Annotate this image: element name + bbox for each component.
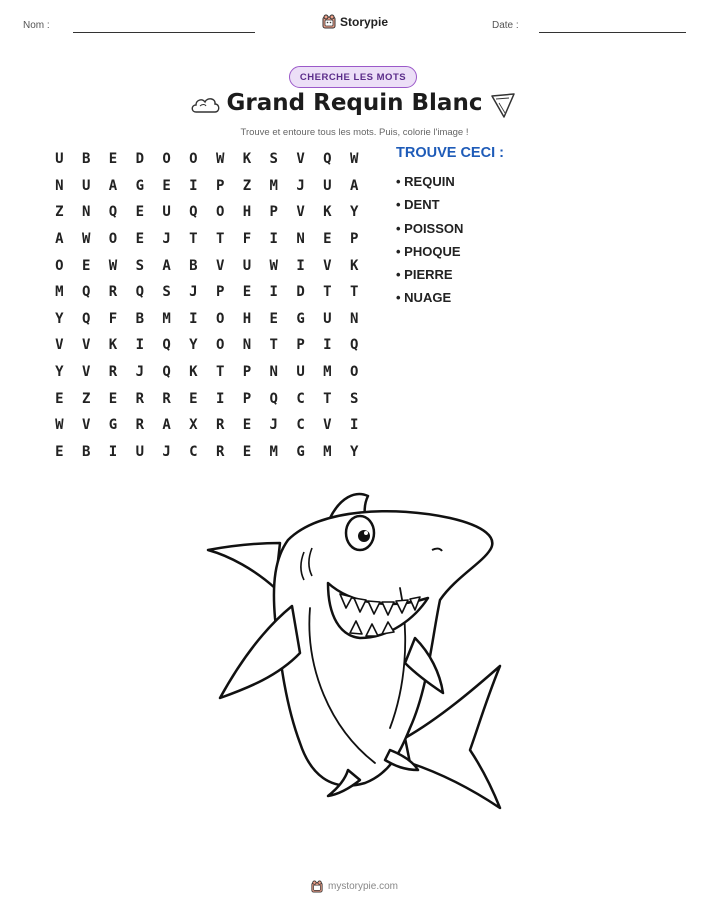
grid-cell: O	[162, 151, 171, 168]
grid-cell: I	[269, 284, 278, 301]
grid-cell: Y	[55, 310, 64, 327]
grid-cell: A	[162, 257, 171, 274]
grid-cell: V	[55, 337, 64, 354]
grid-cell: K	[349, 257, 359, 274]
grid-cell: V	[323, 257, 332, 274]
grid-cell: D	[296, 284, 305, 301]
grid-cell: E	[108, 151, 118, 168]
grid-cell: E	[323, 231, 332, 248]
grid-cell: S	[162, 284, 171, 301]
grid-cell: E	[55, 390, 64, 407]
grid-cell: E	[81, 257, 91, 274]
word-item: • PHOQUE	[396, 243, 461, 259]
grid-cell: S	[135, 257, 144, 274]
grid-cell: I	[215, 390, 225, 407]
grid-cell: B	[81, 443, 91, 460]
grid-cell: Q	[162, 337, 171, 354]
grid-cell: B	[189, 257, 198, 274]
grid-cell: E	[108, 390, 118, 407]
grid-cell: O	[189, 151, 198, 168]
word-item: • DENT	[396, 197, 440, 213]
grid-cell: R	[215, 443, 225, 460]
footer	[0, 880, 709, 893]
shark-illustration	[200, 488, 510, 818]
grid-cell: G	[296, 443, 305, 460]
grid-cell: E	[55, 443, 64, 460]
grid-cell: E	[189, 390, 198, 407]
grid-cell: P	[215, 284, 225, 301]
grid-cell: R	[162, 390, 171, 407]
grid-cell: M	[323, 364, 332, 381]
grid-cell: R	[135, 390, 144, 407]
grid-cell: Y	[349, 204, 359, 221]
word-item: • PIERRE	[396, 267, 453, 283]
page-title: Grand Requin Blanc	[226, 90, 483, 116]
grid-cell: K	[242, 151, 252, 168]
grid-cell: U	[162, 204, 171, 221]
name-line	[73, 32, 255, 33]
grid-cell: A	[55, 231, 64, 248]
grid-cell: P	[296, 337, 305, 354]
grid-cell: I	[135, 337, 144, 354]
date-label: Date :	[492, 20, 519, 31]
grid-cell: Q	[81, 284, 91, 301]
grid-cell: I	[189, 177, 198, 194]
grid-cell: J	[189, 284, 198, 301]
grid-cell: V	[296, 204, 305, 221]
word-item: • POISSON	[396, 220, 464, 236]
grid-cell: J	[135, 364, 144, 381]
grid-cell: M	[323, 443, 332, 460]
grid-cell: F	[242, 231, 252, 248]
grid-cell: E	[269, 310, 278, 327]
grid-cell: E	[242, 284, 252, 301]
grid-cell: W	[349, 151, 359, 168]
grid-cell: H	[242, 310, 252, 327]
grid-cell: I	[108, 443, 118, 460]
grid-cell: Y	[55, 364, 64, 381]
grid-cell: T	[323, 390, 332, 407]
grid-cell: V	[81, 364, 91, 381]
word-list	[396, 170, 463, 310]
grid-cell: A	[162, 417, 171, 434]
grid-cell: Z	[242, 177, 252, 194]
grid-cell: Q	[189, 204, 198, 221]
grid-cell: T	[215, 231, 225, 248]
grid-cell: A	[108, 177, 118, 194]
grid-cell: E	[162, 177, 171, 194]
grid-cell: O	[215, 204, 225, 221]
grid-cell: W	[55, 417, 64, 434]
grid-cell: U	[242, 257, 252, 274]
grid-cell: T	[215, 364, 225, 381]
grid-cell: C	[296, 417, 305, 434]
grid-cell: R	[108, 364, 118, 381]
grid-cell: N	[55, 177, 64, 194]
category-badge: CHERCHE LES MOTS	[289, 66, 417, 88]
word-search-grid	[46, 146, 368, 465]
brand	[322, 14, 388, 29]
grid-cell: M	[269, 443, 278, 460]
grid-cell: G	[135, 177, 144, 194]
grid-cell: U	[323, 310, 332, 327]
grid-cell: U	[296, 364, 305, 381]
grid-cell: Z	[81, 390, 91, 407]
grid-cell: V	[81, 337, 91, 354]
grid-cell: T	[269, 337, 278, 354]
grid-cell: J	[296, 177, 305, 194]
storypie-logo-icon	[322, 14, 336, 29]
grid-cell: J	[162, 443, 171, 460]
grid-cell: P	[215, 177, 225, 194]
grid-cell: I	[349, 417, 359, 434]
date-line	[539, 32, 686, 33]
grid-cell: T	[349, 284, 359, 301]
grid-cell: M	[55, 284, 64, 301]
grid-cell: Z	[55, 204, 64, 221]
grid-cell: I	[269, 231, 278, 248]
grid-cell: T	[189, 231, 198, 248]
instructions: Trouve et entoure tous les mots. Puis, colorie l'image !	[240, 127, 469, 138]
grid-cell: O	[55, 257, 64, 274]
grid-cell: V	[81, 417, 91, 434]
grid-cell: S	[349, 390, 359, 407]
grid-cell: I	[296, 257, 305, 274]
name-label: Nom :	[23, 20, 50, 31]
grid-cell: I	[189, 310, 198, 327]
grid-cell: P	[349, 231, 359, 248]
grid-cell: G	[296, 310, 305, 327]
word-item: • NUAGE	[396, 290, 452, 306]
grid-cell: J	[269, 417, 278, 434]
shark-tooth-icon	[490, 91, 516, 119]
grid-cell: Q	[162, 364, 171, 381]
grid-cell: J	[162, 231, 171, 248]
grid-cell: V	[215, 257, 225, 274]
grid-cell: K	[108, 337, 118, 354]
grid-cell: B	[81, 151, 91, 168]
grid-cell: M	[269, 177, 278, 194]
grid-cell: K	[189, 364, 198, 381]
grid-cell: I	[323, 337, 332, 354]
grid-cell: M	[162, 310, 171, 327]
grid-cell: V	[296, 151, 305, 168]
grid-cell: S	[269, 151, 278, 168]
grid-cell: Y	[189, 337, 198, 354]
grid-cell: E	[242, 443, 252, 460]
grid-cell: X	[189, 417, 198, 434]
grid-cell: P	[242, 364, 252, 381]
grid-cell: Q	[81, 310, 91, 327]
grid-cell: N	[81, 204, 91, 221]
grid-cell: U	[135, 443, 144, 460]
grid-cell: H	[242, 204, 252, 221]
grid-cell: N	[349, 310, 359, 327]
grid-cell: C	[189, 443, 198, 460]
grid-cell: N	[296, 231, 305, 248]
grid-cell: E	[242, 417, 252, 434]
word-list-title: TROUVE CECI :	[396, 145, 504, 161]
grid-cell: D	[135, 151, 144, 168]
grid-cell: P	[242, 390, 252, 407]
grid-cell: W	[81, 231, 91, 248]
footer-url: mystorypie.com	[327, 881, 398, 892]
grid-cell: E	[135, 231, 144, 248]
grid-cell: G	[108, 417, 118, 434]
grid-cell: R	[108, 284, 118, 301]
grid-cell: R	[135, 417, 144, 434]
grid-cell: Q	[349, 337, 359, 354]
grid-cell: W	[215, 151, 225, 168]
grid-cell: O	[349, 364, 359, 381]
grid-cell: Q	[323, 151, 332, 168]
grid-cell: O	[215, 337, 225, 354]
grid-cell: Q	[269, 390, 278, 407]
grid-cell: N	[269, 364, 278, 381]
grid-cell: B	[135, 310, 144, 327]
grid-cell: Q	[135, 284, 144, 301]
grid-cell: V	[323, 417, 332, 434]
grid-cell: W	[108, 257, 118, 274]
word-item: • REQUIN	[396, 174, 455, 189]
grid-cell: C	[296, 390, 305, 407]
grid-cell: Y	[349, 443, 359, 460]
grid-cell: F	[108, 310, 118, 327]
grid-cell: E	[135, 204, 144, 221]
grid-cell: N	[242, 337, 252, 354]
grid-cell: A	[349, 177, 359, 194]
grid-cell: Q	[108, 204, 118, 221]
grid-cell: O	[108, 231, 118, 248]
grid-cell: W	[269, 257, 278, 274]
grid-cell: T	[323, 284, 332, 301]
grid-cell: R	[215, 417, 225, 434]
storypie-logo-icon	[311, 880, 323, 893]
brand-name: Storypie	[340, 14, 389, 29]
grid-cell: U	[55, 151, 64, 168]
grid-cell: K	[323, 204, 332, 221]
grid-cell: U	[81, 177, 91, 194]
grid-cell: U	[323, 177, 332, 194]
grid-cell: O	[215, 310, 225, 327]
grid-cell: P	[269, 204, 278, 221]
